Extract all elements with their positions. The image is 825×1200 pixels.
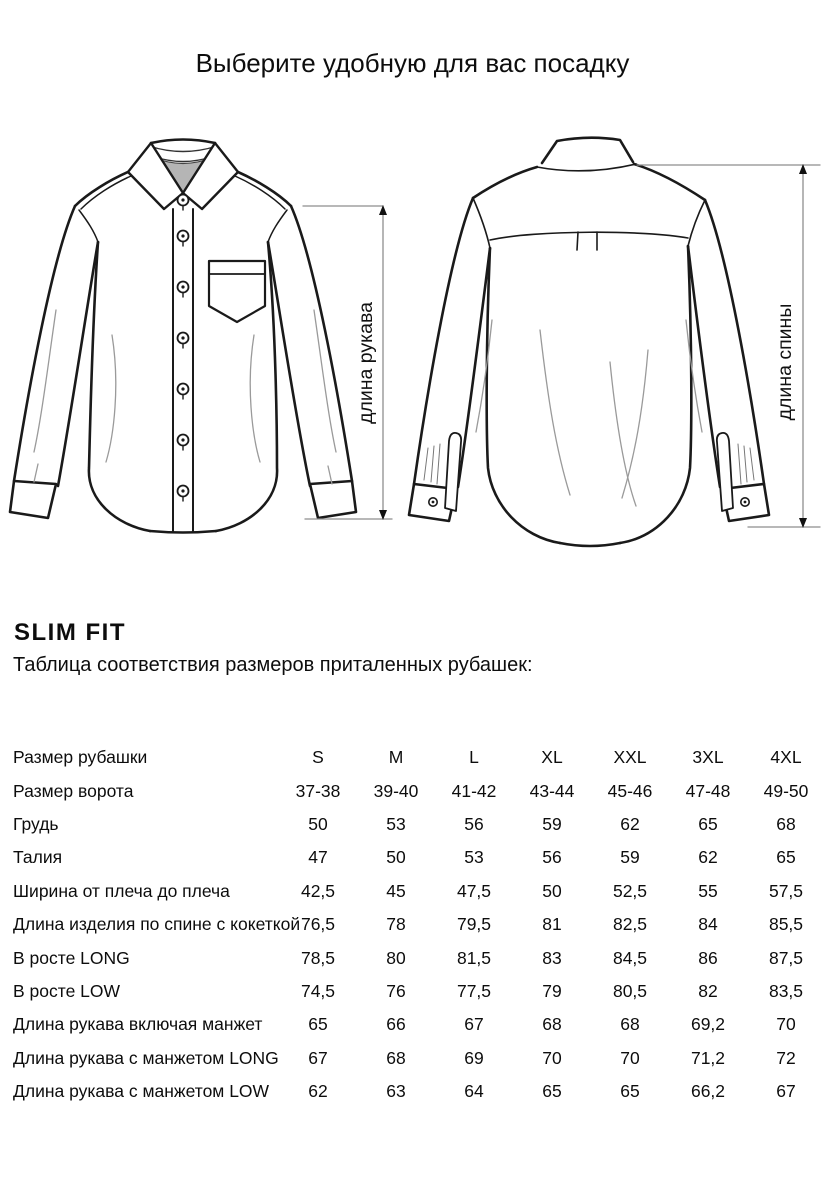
table-row [13,1042,825,1075]
size-value-cell: 56 [464,813,484,834]
table-row [13,774,825,807]
size-value-cell: 59 [542,813,562,834]
size-value-cell: 41-42 [451,780,497,801]
size-column-header: L [469,747,479,768]
section-heading-slim-fit: SLIM FIT [14,619,126,646]
size-value-cell: 67 [776,1081,796,1102]
table-row [13,908,825,941]
row-label: Грудь [13,813,59,834]
size-value-cell: 71,2 [690,1047,726,1068]
shirt-front-drawing [10,140,356,533]
size-value-cell: 83 [542,947,562,968]
size-table-body [13,774,825,1108]
table-row [13,975,825,1008]
size-value-cell: 67 [308,1047,328,1068]
shirt-measurement-diagram [0,118,825,578]
table-row [13,808,825,841]
size-value-cell: 79 [542,980,562,1001]
size-value-cell: 80,5 [612,980,648,1001]
size-value-cell: 43-44 [529,780,575,801]
size-column-header: M [388,747,404,768]
size-value-cell: 70 [542,1047,562,1068]
size-value-cell: 47,5 [456,880,492,901]
size-value-cell: 81 [542,914,562,935]
size-value-cell: 84 [698,914,718,935]
size-value-cell: 62 [308,1081,328,1102]
size-value-cell: 87,5 [768,947,804,968]
size-value-cell: 45-46 [607,780,653,801]
size-value-cell: 78 [386,914,406,935]
size-value-cell: 50 [386,847,406,868]
row-label: Длина рукава включая манжет [13,1014,263,1035]
size-value-cell: 68 [542,1014,562,1035]
size-value-cell: 66 [386,1014,406,1035]
size-value-cell: 63 [386,1081,406,1102]
row-label: Талия [13,847,63,868]
size-column-header: XL [541,747,563,768]
size-value-cell: 62 [698,847,718,868]
row-label: Размер ворота [13,780,134,801]
size-value-cell: 76,5 [300,914,336,935]
back-length-label: длина спины [774,303,796,421]
size-value-cell: 50 [308,813,328,834]
size-value-cell: 52,5 [612,880,648,901]
table-row [13,941,825,974]
size-value-cell: 81,5 [456,947,492,968]
size-value-cell: 80 [386,947,406,968]
size-value-cell: 78,5 [300,947,336,968]
size-value-cell: 69,2 [690,1014,726,1035]
size-value-cell: 70 [776,1014,796,1035]
size-column-header: 3XL [692,747,724,768]
table-row [13,875,825,908]
size-value-cell: 70 [620,1047,640,1068]
shirt-back-drawing [409,138,769,546]
size-value-cell: 45 [386,880,406,901]
size-value-cell: 76 [386,980,406,1001]
size-value-cell: 53 [464,847,484,868]
size-value-cell: 62 [620,813,640,834]
size-value-cell: 72 [776,1047,796,1068]
size-value-cell: 49-50 [763,780,809,801]
row-label: Размер рубашки [13,747,148,768]
section-subtitle: Таблица соответствия размеров приталенных рубашек: [13,654,533,676]
sleeve-length-label: длина рукава [355,302,377,424]
size-value-cell: 59 [620,847,640,868]
size-chart-table [13,741,825,1108]
size-value-cell: 47 [308,847,328,868]
size-column-header: S [312,747,324,768]
size-value-cell: 37-38 [295,780,341,801]
size-value-cell: 85,5 [768,914,804,935]
size-value-cell: 66,2 [690,1081,726,1102]
size-value-cell: 82 [698,980,718,1001]
size-value-cell: 77,5 [456,980,492,1001]
page-title: Выберите удобную для вас посадку [195,48,630,78]
row-label: Длина рукава с манжетом LONG [13,1047,279,1068]
table-row [13,1075,825,1108]
size-value-cell: 42,5 [300,880,336,901]
row-label: Длина рукава с манжетом LOW [13,1081,270,1102]
size-value-cell: 47-48 [685,780,731,801]
size-value-cell: 57,5 [768,880,804,901]
size-value-cell: 53 [386,813,406,834]
size-value-cell: 86 [698,947,718,968]
row-label: В росте LONG [13,947,130,968]
size-value-cell: 65 [620,1081,640,1102]
size-value-cell: 55 [698,880,718,901]
size-value-cell: 50 [542,880,562,901]
table-row [13,841,825,874]
size-value-cell: 68 [620,1014,640,1035]
size-value-cell: 68 [776,813,796,834]
row-label: Длина изделия по спине с кокеткой [13,914,301,935]
size-value-cell: 56 [542,847,562,868]
size-value-cell: 79,5 [456,914,492,935]
size-value-cell: 65 [308,1014,328,1035]
size-column-header: XXL [613,747,647,768]
size-value-cell: 64 [464,1081,484,1102]
table-header-row [13,741,825,774]
table-row [13,1008,825,1041]
row-label: В росте LOW [13,980,121,1001]
row-label: Ширина от плеча до плеча [13,880,230,901]
size-value-cell: 68 [386,1047,406,1068]
size-value-cell: 65 [542,1081,562,1102]
size-value-cell: 65 [776,847,796,868]
size-value-cell: 84,5 [612,947,648,968]
size-value-cell: 83,5 [768,980,804,1001]
size-value-cell: 65 [698,813,718,834]
size-value-cell: 67 [464,1014,484,1035]
size-column-header: 4XL [770,747,802,768]
size-table-head [13,741,825,774]
size-value-cell: 69 [464,1047,484,1068]
size-value-cell: 39-40 [373,780,419,801]
size-value-cell: 82,5 [612,914,648,935]
size-value-cell: 74,5 [300,980,336,1001]
